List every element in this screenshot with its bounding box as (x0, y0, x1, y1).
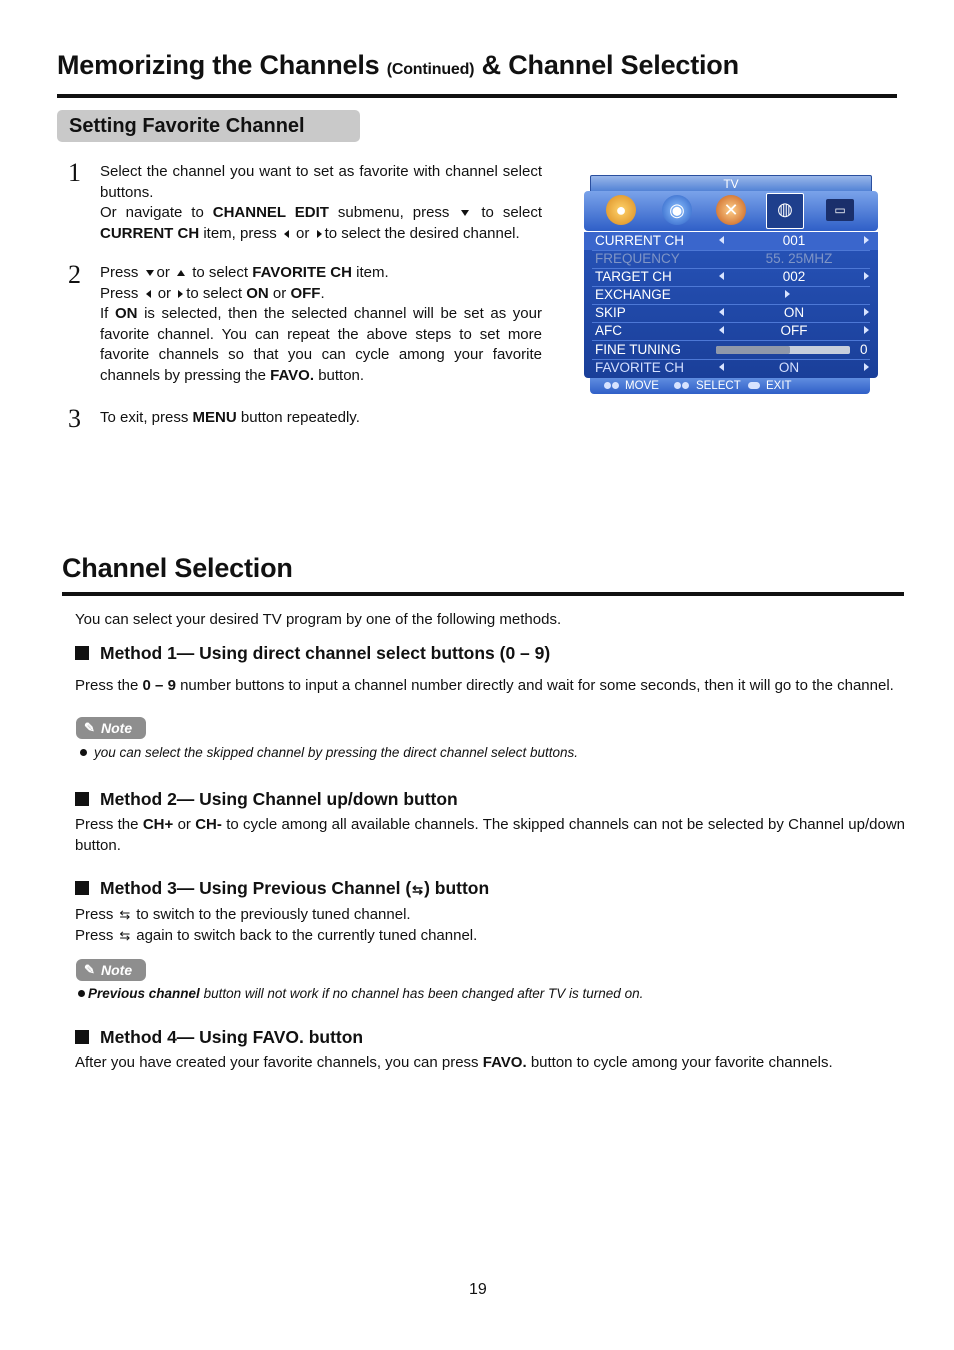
method-4-text (75, 1053, 905, 1074)
method-1-a: Press the (75, 677, 139, 694)
step-1-text-d: to select (481, 204, 543, 221)
osd-title: TV (590, 175, 872, 193)
osd-icon-bar (584, 191, 878, 231)
osd-row-value: 002 (782, 269, 806, 284)
previous-channel-icon: ⇆ (412, 882, 424, 897)
osd-footer-move: MOVE (625, 380, 659, 392)
paperclip-icon: ✎ (84, 962, 95, 977)
paperclip-icon: ✎ (84, 720, 95, 735)
header-rule (57, 94, 897, 98)
step-1-text-h: to select the desired channel. (324, 224, 520, 242)
intro-text: You can select your desired TV program by one of the following methods. (75, 611, 562, 628)
square-bullet-icon (75, 792, 89, 806)
right-arrow-icon (864, 308, 869, 316)
note-badge-1 (76, 717, 146, 739)
menu-label: MENU (192, 409, 237, 426)
osd-row-afc[interactable] (584, 322, 878, 340)
palette-icon: ● (606, 195, 636, 225)
method-1-text (75, 676, 905, 697)
step-2-text (100, 263, 542, 386)
osd-row-target-ch[interactable] (584, 268, 878, 286)
step-2-l2b: or (157, 284, 172, 302)
step-1-text-a: Or navigate to (100, 204, 204, 221)
osd-row-value: 001 (782, 233, 806, 248)
page-number: 19 (469, 1281, 487, 1298)
bullet-icon (78, 990, 85, 997)
osd-row-value: 55. 25MHZ (765, 251, 833, 266)
channel-edit-label: CHANNEL EDIT (212, 204, 329, 221)
square-bullet-icon (75, 881, 89, 895)
previous-channel-icon: ⇆ (119, 927, 131, 943)
step-1-line1: Select the channel you want to set as favorite with channel select buttons. (100, 163, 542, 201)
method-1-heading (75, 643, 550, 664)
osd-row-frequency (584, 250, 878, 268)
osd-row-label: FINE TUNING (595, 342, 682, 357)
method-4-a: After you have created your favorite channels, you can press (75, 1054, 479, 1071)
step-1-number: 1 (68, 158, 81, 187)
title-main: Memorizing the Channels (57, 50, 380, 80)
osd-row-label: CURRENT CH (595, 233, 685, 248)
note-label: Note (101, 962, 133, 978)
favorite-ch-label: FAVORITE CH (252, 264, 352, 281)
method-2-c: or (177, 816, 191, 833)
osd-row-skip[interactable] (584, 304, 878, 322)
step-2-l1e: item. (356, 264, 389, 281)
ch-minus-label: CH- (195, 816, 222, 833)
method-4-c: button to cycle among your favorite channels. (530, 1054, 833, 1071)
osd-row-value: 0 (860, 342, 868, 357)
globe-icon: ◍ (766, 193, 804, 229)
step-3-text (100, 408, 542, 429)
step-2-l1a: Press (100, 264, 139, 281)
on-label-2: ON (114, 305, 138, 322)
osd-row-label: TARGET CH (595, 269, 672, 284)
title-continued: (Continued) (386, 61, 475, 78)
right-arrow-icon (317, 230, 322, 238)
method-2-heading (75, 789, 458, 810)
step-2-l3c: is selected, then the selected channel will be set as your favorite channel. You can repeat the above steps to set more favorite channels so that you can cycle among your favorite channels by pressing the (100, 305, 542, 384)
method-3-title-a: Method 3— Using Previous Channel ( (100, 878, 412, 898)
select-icon (674, 378, 690, 394)
left-arrow-icon (719, 272, 724, 280)
step-2-l2e: or (272, 284, 287, 302)
on-label: ON (246, 284, 269, 302)
step-2-l3e: button. (318, 366, 365, 384)
step-1-text-f: item, press (203, 224, 277, 242)
step-2-l2a: Press (100, 284, 139, 302)
note-2-rest: button will not work if no channel has been changed after TV is turned on. (203, 986, 644, 1001)
osd-footer (590, 378, 870, 394)
osd-row-label: SKIP (595, 305, 626, 320)
step-2-l2g: . (320, 284, 325, 302)
osd-row-value: OFF (780, 323, 808, 338)
method-4-title: Method 4— Using FAVO. button (100, 1027, 364, 1047)
osd-body (584, 232, 878, 378)
favo-label-2: FAVO. (482, 1054, 527, 1071)
fine-tuning-bar[interactable] (716, 346, 850, 354)
step-1-text-c: submenu, press (337, 204, 450, 221)
off-label: OFF (290, 284, 321, 302)
tools-icon: ✕ (716, 195, 746, 225)
previous-channel-icon: ⇆ (119, 907, 131, 922)
method-3-l2a: Press (75, 926, 114, 944)
osd-row-label: FAVORITE CH (595, 360, 685, 375)
method-3-l1b: to switch to the previously tuned channel. (136, 906, 411, 923)
osd-row-exchange[interactable] (584, 286, 878, 304)
osd-row-fine-tuning[interactable] (584, 341, 878, 359)
up-arrow-icon (177, 270, 185, 276)
method-2-text (75, 815, 905, 856)
osd-row-current-ch[interactable] (584, 232, 878, 250)
note-1-text (80, 745, 578, 760)
section-pill (57, 110, 360, 142)
step-3-number: 3 (68, 404, 81, 433)
channel-selection-title: Channel Selection (62, 553, 293, 583)
right-arrow-icon (785, 290, 790, 298)
ch-plus-label: CH+ (142, 816, 174, 833)
right-arrow-icon (864, 236, 869, 244)
page-title (57, 50, 739, 81)
left-arrow-icon (719, 236, 724, 244)
right-arrow-icon (864, 272, 869, 280)
step-3-a: To exit, press (100, 409, 189, 426)
screen-icon: ▭ (826, 199, 854, 221)
osd-footer-exit: EXIT (766, 380, 792, 392)
left-arrow-icon (146, 290, 151, 298)
osd-row-label: AFC (595, 323, 622, 338)
down-arrow-icon (461, 210, 469, 216)
method-1-title: Method 1— Using direct channel select buttons (0 – 9) (100, 643, 551, 663)
method-1-c: number buttons to input a channel number directly and wait for some seconds, then it will go to the channel. (180, 677, 894, 694)
audio-icon: ◉ (662, 195, 692, 225)
bullet-icon (80, 749, 87, 756)
down-arrow-icon (146, 270, 154, 276)
step-2-l1b: or (156, 264, 170, 281)
note-1-content: you can select the skipped channel by pressing the direct channel select buttons. (94, 745, 579, 760)
osd-menu (584, 175, 878, 395)
note-2-text (78, 986, 643, 1001)
current-ch-label: CURRENT CH (100, 224, 200, 242)
method-3-title-b: ) button (424, 878, 490, 898)
osd-row-value: ON (778, 360, 800, 375)
square-bullet-icon (75, 646, 89, 660)
osd-row-label: FREQUENCY (595, 251, 680, 266)
right-arrow-icon (864, 326, 869, 334)
favo-label: FAVO. (270, 366, 315, 384)
note-label: Note (101, 720, 133, 736)
step-3-c: button repeatedly. (240, 409, 360, 426)
channel-selection-rule (62, 592, 904, 596)
method-2-e: to cycle among all available channels. The skipped channels can not be selected by Channel up/down button. (75, 816, 906, 854)
step-2-l2c: to select (186, 284, 243, 302)
osd-row-value: ON (783, 305, 805, 320)
left-arrow-icon (719, 363, 724, 371)
method-3-l2b: again to switch back to the currently tuned channel. (136, 926, 478, 944)
step-1-text-g: or (296, 224, 310, 242)
square-bullet-icon (75, 1030, 89, 1044)
note-badge-2 (76, 959, 146, 981)
section-pill-label: Setting Favorite Channel (69, 115, 305, 137)
left-arrow-icon (284, 230, 289, 238)
left-arrow-icon (719, 326, 724, 334)
title-rest: & Channel Selection (481, 50, 739, 80)
method-3-heading (75, 878, 489, 899)
note-2-bold: Previous channel (88, 986, 200, 1001)
osd-footer-select: SELECT (696, 380, 741, 392)
right-arrow-icon (864, 363, 869, 371)
exit-icon (748, 378, 761, 394)
step-2-number: 2 (68, 260, 81, 289)
osd-row-label: EXCHANGE (595, 287, 671, 302)
method-3-text (75, 905, 905, 946)
method-2-a: Press the (75, 816, 139, 833)
move-icon (604, 378, 620, 394)
method-3-l1a: Press (75, 906, 114, 923)
step-2-l3a: If (100, 305, 109, 322)
right-arrow-icon (178, 290, 183, 298)
method-4-heading (75, 1027, 363, 1048)
fine-tuning-fill (716, 346, 790, 354)
step-2-l1c: to select (192, 264, 249, 281)
osd-row-favorite-ch[interactable] (584, 359, 878, 377)
method-1-b: 0 – 9 (142, 677, 176, 694)
step-1-text (100, 162, 542, 244)
left-arrow-icon (719, 308, 724, 316)
method-2-title: Method 2— Using Channel up/down button (100, 789, 458, 809)
